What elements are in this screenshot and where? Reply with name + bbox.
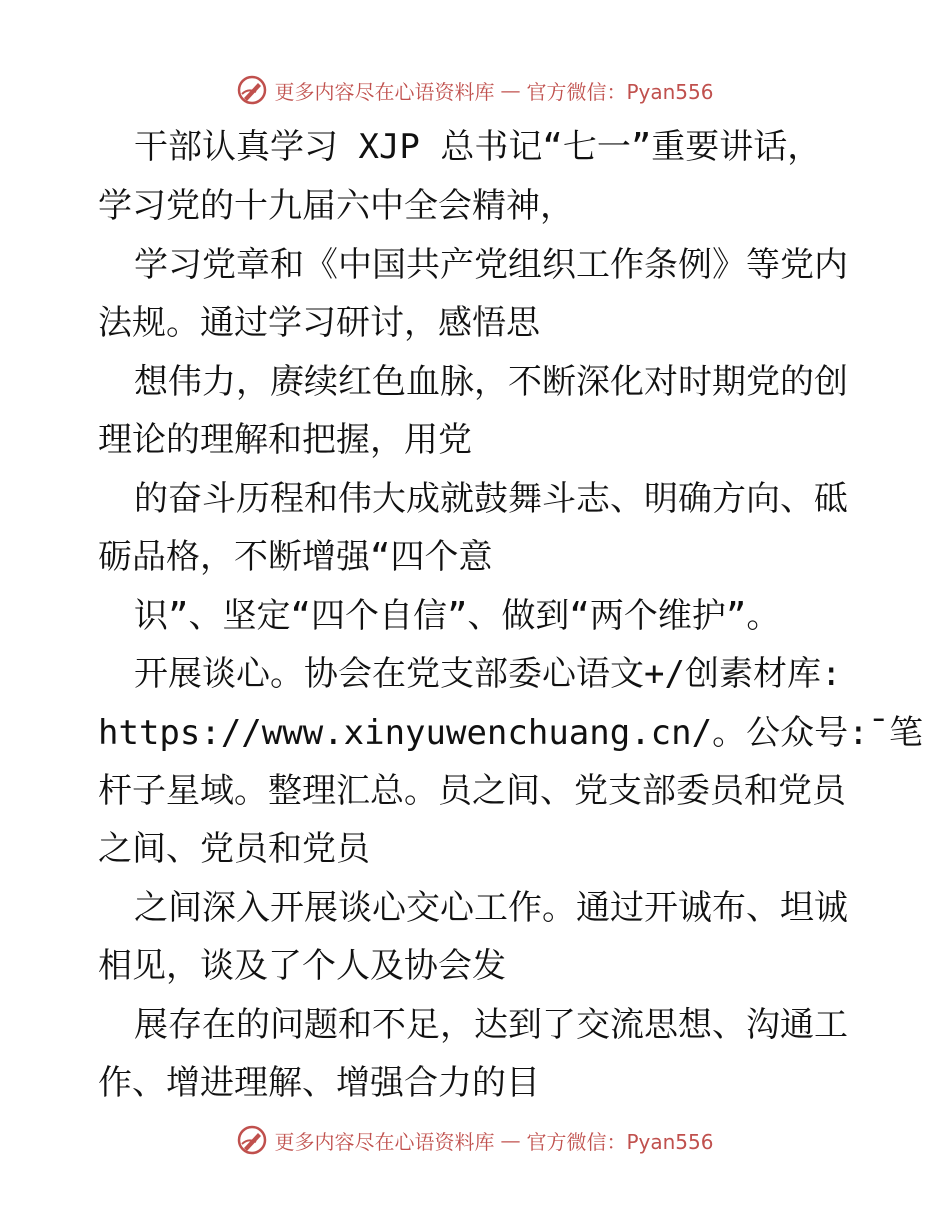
banner-separator: — [500, 1128, 521, 1152]
text-line: 学习党的十九届六中全会精神， [98, 186, 574, 226]
header-watermark-banner [0, 70, 950, 110]
banner-wechat-text: 官方微信：Pyan556 [526, 79, 714, 104]
text-line: 法规。通过学习研讨，感悟思 [98, 303, 540, 343]
text-line: 之间、党员和党员 [98, 829, 370, 869]
banner-brand-text: 更多内容尽在心语资料库 [274, 79, 495, 104]
text-line: 理论的理解和把握，用党 [98, 420, 472, 460]
text-line: 之间深入开展谈心交心工作。通过开诚布、坦诚 [134, 888, 848, 928]
banner-wechat-text: 官方微信：Pyan556 [526, 1129, 714, 1154]
text-line: 杆子星域。整理汇总。员之间、党支部委员和党员 [98, 771, 846, 811]
text-line: 作、增进理解、增强合力的目 [98, 1063, 540, 1103]
brush-pen-logo-icon [236, 1124, 268, 1156]
text-line: 展存在的问题和不足，达到了交流思想、沟通工 [134, 1005, 848, 1045]
banner-separator: — [500, 78, 521, 102]
text-line: 开展谈心。协会在党支部委心语文+/创素材库: [134, 654, 842, 694]
text-line: 识”、坚定“四个自信”、做到“两个维护”。 [134, 596, 781, 636]
text-line: 砺品格，不断增强“四个意 [98, 537, 493, 577]
text-line: 干部认真学习 XJP 总书记“七一”重要讲话， [134, 127, 822, 167]
text-line: 相见，谈及了个人及协会发 [98, 946, 506, 986]
text-line: 想伟力，赓续红色血脉，不断深化对时期党的创 [134, 362, 848, 402]
banner-brand-text: 更多内容尽在心语资料库 [274, 1129, 495, 1154]
brush-pen-logo-icon [236, 74, 268, 106]
footer-watermark-banner [0, 1120, 950, 1160]
text-line: 的奋斗历程和伟大成就鼓舞斗志、明确方向、砥 [134, 479, 848, 519]
text-line: https://www.xinyuwenchuang.cn/。公众号:¯笔 [98, 713, 924, 753]
text-line: 学习党章和《中国共产党组织工作条例》等党内 [134, 245, 848, 285]
